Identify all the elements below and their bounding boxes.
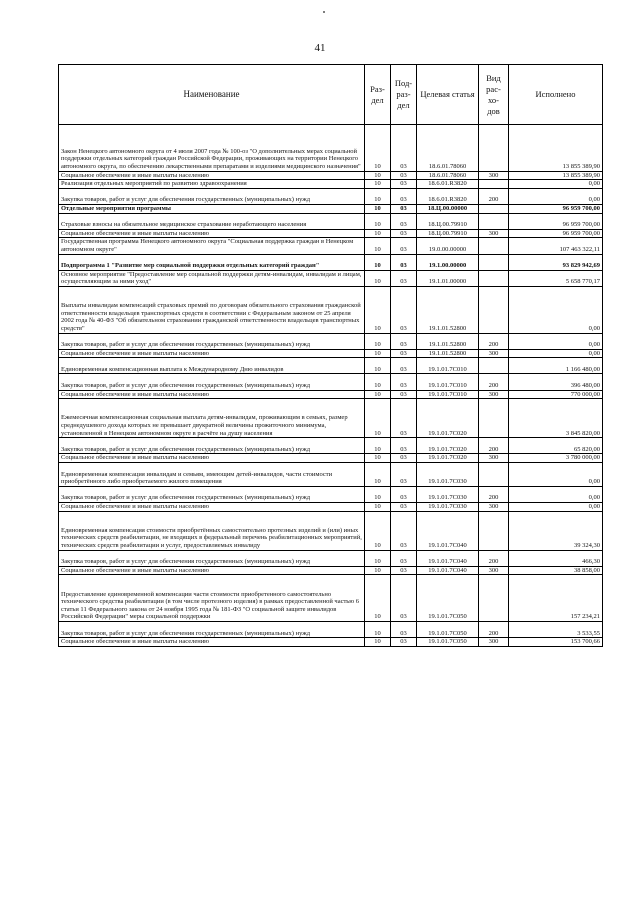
row-name: Социальное обеспечение и иные выплаты населению <box>59 638 365 647</box>
table-body <box>59 125 603 647</box>
row-podrazdel: 03 <box>391 171 417 180</box>
row-name: Реализация отдельных мероприятий по развитию здравоохранения <box>59 180 365 189</box>
row-razdel: 10 <box>365 238 391 254</box>
row-target: 18.Ц.00.00000 <box>417 204 479 213</box>
row-amount: 13 855 389,90 <box>509 125 603 172</box>
header-done: Исполнено <box>509 65 603 125</box>
row-amount: 5 658 770,17 <box>509 270 603 286</box>
row-amount: 39 324,30 <box>509 511 603 550</box>
row-vid: 200 <box>479 438 509 454</box>
row-razdel: 10 <box>365 204 391 213</box>
row-podrazdel: 03 <box>391 254 417 270</box>
table-row <box>59 638 603 647</box>
row-podrazdel: 03 <box>391 374 417 390</box>
row-vid <box>479 180 509 189</box>
table-row <box>59 188 603 204</box>
row-razdel: 10 <box>365 550 391 566</box>
row-target: 19.1.01.7С020 <box>417 438 479 454</box>
row-podrazdel: 03 <box>391 286 417 333</box>
table-row <box>59 390 603 399</box>
row-target: 19.1.01.52800 <box>417 333 479 349</box>
row-amount: 3 780 000,00 <box>509 454 603 463</box>
row-vid <box>479 204 509 213</box>
table-row <box>59 374 603 390</box>
row-podrazdel: 03 <box>391 575 417 622</box>
row-podrazdel: 03 <box>391 399 417 438</box>
table-row <box>59 286 603 333</box>
row-name: Подпрограмма 1 "Развитие мер социальной поддержки отдельных категорий граждан" <box>59 254 365 270</box>
row-podrazdel: 03 <box>391 550 417 566</box>
row-target: 18.6.01.R3820 <box>417 180 479 189</box>
row-razdel: 10 <box>365 270 391 286</box>
row-name: Социальное обеспечение и иные выплаты населению <box>59 503 365 512</box>
row-razdel: 10 <box>365 180 391 189</box>
row-razdel: 10 <box>365 171 391 180</box>
row-amount: 0,00 <box>509 463 603 487</box>
row-amount: 0,00 <box>509 180 603 189</box>
row-amount: 3 845 820,00 <box>509 399 603 438</box>
row-vid: 200 <box>479 486 509 502</box>
row-target: 19.1.01.7С010 <box>417 358 479 374</box>
row-amount: 93 829 942,69 <box>509 254 603 270</box>
row-target: 19.1.01.7С030 <box>417 486 479 502</box>
row-vid <box>479 463 509 487</box>
row-podrazdel: 03 <box>391 503 417 512</box>
row-name: Социальное обеспечение и иные выплаты населению <box>59 454 365 463</box>
row-target: 19.1.01.52800 <box>417 286 479 333</box>
row-vid <box>479 213 509 229</box>
row-name: Закон Ненецкого автономного округа от 4 июля 2007 года № 100-оз "О дополнительных мерах социальной поддержки отдельных категорий граждан Российской Федерации, проживающих на территории Ненецкого автономного округа, по обеспечению лекарственными препаратами и изделиями медицинского назначения" <box>59 125 365 172</box>
row-amount: 96 959 700,00 <box>509 213 603 229</box>
row-name: Предоставление единовременной компенсации части стоимости приобретенного самостоятельно технического средства реабилитации (в том числе протезного изделия) в рамках предоставленной частью 6 статьи 11 Федерального закона от 24 ноября 1995 года № 181-ФЗ "О социальной защите инвалидов Российской Федерации" меры социальной поддержки <box>59 575 365 622</box>
row-podrazdel: 03 <box>391 125 417 172</box>
header-podrazdel: Под- раз- дел <box>391 65 417 125</box>
row-vid: 300 <box>479 229 509 238</box>
table-row <box>59 621 603 637</box>
row-amount: 0,00 <box>509 503 603 512</box>
row-target: 19.1.01.7С050 <box>417 638 479 647</box>
row-amount: 770 000,00 <box>509 390 603 399</box>
row-target: 19.1.01.7С040 <box>417 566 479 575</box>
table-row <box>59 550 603 566</box>
row-razdel: 10 <box>365 125 391 172</box>
row-razdel: 10 <box>365 213 391 229</box>
row-name: Закупка товаров, работ и услуг для обеспечения государственных (муниципальных) нужд <box>59 333 365 349</box>
row-razdel: 10 <box>365 463 391 487</box>
row-target: 19.1.01.7С010 <box>417 390 479 399</box>
row-vid <box>479 399 509 438</box>
row-target: 19.1.01.7С050 <box>417 621 479 637</box>
row-razdel: 10 <box>365 286 391 333</box>
row-name: Социальное обеспечение и иные выплаты населению <box>59 171 365 180</box>
row-name: Единовременная компенсация стоимости приобретённых самостоятельно протезных изделий и (или) иных технических средств реабилитации, не входящих в федеральный перечень реабилитационных мероприятий, технических средств реабилитации и услуг, предоставляемых инвалиду <box>59 511 365 550</box>
row-amount: 96 959 700,00 <box>509 229 603 238</box>
row-amount: 396 480,00 <box>509 374 603 390</box>
scan-speck <box>323 11 325 13</box>
row-podrazdel: 03 <box>391 204 417 213</box>
row-amount: 0,00 <box>509 486 603 502</box>
row-razdel: 10 <box>365 254 391 270</box>
row-podrazdel: 03 <box>391 180 417 189</box>
row-name: Социальное обеспечение и иные выплаты населению <box>59 566 365 575</box>
row-name: Государственная программа Ненецкого автономного округа "Социальная поддержка граждан в Ненецком автономном округе" <box>59 238 365 254</box>
row-amount: 0,00 <box>509 188 603 204</box>
page-number: 41 <box>314 42 326 54</box>
row-podrazdel: 03 <box>391 358 417 374</box>
row-vid: 200 <box>479 188 509 204</box>
table-row <box>59 486 603 502</box>
row-amount: 157 234,21 <box>509 575 603 622</box>
row-vid: 300 <box>479 503 509 512</box>
row-vid: 300 <box>479 349 509 358</box>
row-target: 19.1.01.7С010 <box>417 374 479 390</box>
row-podrazdel: 03 <box>391 270 417 286</box>
row-name: Социальное обеспечение и иные выплаты населению <box>59 229 365 238</box>
row-name: Единовременная компенсационная выплата к Международному Дню инвалидов <box>59 358 365 374</box>
row-vid: 300 <box>479 566 509 575</box>
row-target: 19.1.01.7С020 <box>417 454 479 463</box>
row-name: Единовременная компенсация инвалидам и семьям, имеющим детей-инвалидов, части стоимости приобретённого либо приобретаемого жилого помещения <box>59 463 365 487</box>
row-vid: 300 <box>479 454 509 463</box>
row-razdel: 10 <box>365 358 391 374</box>
table-row <box>59 254 603 270</box>
row-razdel: 10 <box>365 486 391 502</box>
row-razdel: 10 <box>365 511 391 550</box>
row-target: 19.1.01.7С030 <box>417 503 479 512</box>
header-razdel: Раз- дел <box>365 65 391 125</box>
row-vid <box>479 270 509 286</box>
row-amount: 0,00 <box>509 286 603 333</box>
row-target: 19.1.01.7С040 <box>417 511 479 550</box>
table-row <box>59 333 603 349</box>
table-row <box>59 125 603 172</box>
row-amount: 466,30 <box>509 550 603 566</box>
row-razdel: 10 <box>365 566 391 575</box>
row-name: Социальное обеспечение и иные выплаты населению <box>59 349 365 358</box>
row-name: Страховые взносы на обязательное медицинское страхование неработающего населения <box>59 213 365 229</box>
header-target: Целевая статья <box>417 65 479 125</box>
row-vid <box>479 575 509 622</box>
table-row <box>59 270 603 286</box>
row-name: Закупка товаров, работ и услуг для обеспечения государственных (муниципальных) нужд <box>59 438 365 454</box>
row-podrazdel: 03 <box>391 390 417 399</box>
row-target: 18.6.01.78060 <box>417 171 479 180</box>
row-name: Основное мероприятие "Предоставление мер социальной поддержки детям-инвалидам, инвалидам и лицам, осуществляющим за ними уход" <box>59 270 365 286</box>
row-target: 18.Ц.00.79910 <box>417 213 479 229</box>
row-amount: 0,00 <box>509 333 603 349</box>
row-amount: 107 463 322,11 <box>509 238 603 254</box>
table-row <box>59 463 603 487</box>
row-podrazdel: 03 <box>391 486 417 502</box>
row-podrazdel: 03 <box>391 511 417 550</box>
row-amount: 96 959 700,00 <box>509 204 603 213</box>
row-amount: 65 820,00 <box>509 438 603 454</box>
row-razdel: 10 <box>365 333 391 349</box>
row-name: Выплаты инвалидам компенсаций страховых премий по договорам обязательного страхования гражданской ответственности владельцев транспортных средств в соответствии с Федеральным законом от 25 апреля 2002 года № 40-ФЗ "Об обязательном страховании гражданской ответственности владельцев транспортных средств" <box>59 286 365 333</box>
row-vid: 300 <box>479 638 509 647</box>
row-target: 18.6.01.78060 <box>417 125 479 172</box>
row-name: Закупка товаров, работ и услуг для обеспечения государственных (муниципальных) нужд <box>59 374 365 390</box>
row-razdel: 10 <box>365 188 391 204</box>
row-vid <box>479 254 509 270</box>
table-row <box>59 349 603 358</box>
row-vid <box>479 125 509 172</box>
row-razdel: 10 <box>365 575 391 622</box>
row-name: Закупка товаров, работ и услуг для обеспечения государственных (муниципальных) нужд <box>59 486 365 502</box>
table-row <box>59 213 603 229</box>
row-amount: 13 855 389,90 <box>509 171 603 180</box>
row-podrazdel: 03 <box>391 463 417 487</box>
row-podrazdel: 03 <box>391 213 417 229</box>
table-row <box>59 180 603 189</box>
row-target: 19.1.01.7С040 <box>417 550 479 566</box>
row-target: 19.1.01.7С050 <box>417 575 479 622</box>
row-podrazdel: 03 <box>391 229 417 238</box>
row-target: 18.6.01.R3820 <box>417 188 479 204</box>
table-row <box>59 575 603 622</box>
row-vid: 200 <box>479 621 509 637</box>
row-name: Ежемесячная компенсационная социальная выплата детям-инвалидам, проживающим в семьях, размер среднедушевого дохода которых не превышает двукратной величины прожиточного минимума, установленной в Ненецком автономном округе в расчёте на душу населения <box>59 399 365 438</box>
row-vid: 300 <box>479 171 509 180</box>
row-razdel: 10 <box>365 438 391 454</box>
budget-table <box>58 64 603 647</box>
row-target: 19.0.00.00000 <box>417 238 479 254</box>
table-row <box>59 399 603 438</box>
row-podrazdel: 03 <box>391 438 417 454</box>
table-row <box>59 454 603 463</box>
row-razdel: 10 <box>365 621 391 637</box>
row-razdel: 10 <box>365 503 391 512</box>
table-row <box>59 238 603 254</box>
row-podrazdel: 03 <box>391 638 417 647</box>
table-row <box>59 229 603 238</box>
table-row <box>59 171 603 180</box>
row-amount: 3 533,55 <box>509 621 603 637</box>
table-header <box>59 65 603 125</box>
row-vid <box>479 238 509 254</box>
row-name: Отдельные мероприятия программы <box>59 204 365 213</box>
row-podrazdel: 03 <box>391 566 417 575</box>
row-name: Закупка товаров, работ и услуг для обеспечения государственных (муниципальных) нужд <box>59 621 365 637</box>
table-row <box>59 438 603 454</box>
header-name: Наименование <box>59 65 365 125</box>
row-vid <box>479 286 509 333</box>
row-name: Социальное обеспечение и иные выплаты населению <box>59 390 365 399</box>
row-razdel: 10 <box>365 399 391 438</box>
row-razdel: 10 <box>365 638 391 647</box>
row-vid <box>479 358 509 374</box>
row-podrazdel: 03 <box>391 238 417 254</box>
row-target: 19.1.01.7С030 <box>417 463 479 487</box>
row-target: 19.1.01.00000 <box>417 270 479 286</box>
row-amount: 153 700,66 <box>509 638 603 647</box>
row-razdel: 10 <box>365 374 391 390</box>
row-target: 19.1.01.52800 <box>417 349 479 358</box>
row-podrazdel: 03 <box>391 188 417 204</box>
table-row <box>59 503 603 512</box>
row-razdel: 10 <box>365 454 391 463</box>
table-row <box>59 358 603 374</box>
header-vid: Вид рас- хо- дов <box>479 65 509 125</box>
row-amount: 1 166 480,00 <box>509 358 603 374</box>
row-target: 18.Ц.00.79910 <box>417 229 479 238</box>
row-podrazdel: 03 <box>391 454 417 463</box>
row-vid: 200 <box>479 550 509 566</box>
row-podrazdel: 03 <box>391 333 417 349</box>
row-amount: 0,00 <box>509 349 603 358</box>
row-name: Закупка товаров, работ и услуг для обеспечения государственных (муниципальных) нужд <box>59 550 365 566</box>
row-podrazdel: 03 <box>391 349 417 358</box>
row-podrazdel: 03 <box>391 621 417 637</box>
row-vid: 200 <box>479 333 509 349</box>
row-vid: 300 <box>479 390 509 399</box>
row-razdel: 10 <box>365 390 391 399</box>
row-razdel: 10 <box>365 229 391 238</box>
table-row <box>59 511 603 550</box>
table-row <box>59 566 603 575</box>
row-target: 19.1.00.00000 <box>417 254 479 270</box>
row-razdel: 10 <box>365 349 391 358</box>
row-vid <box>479 511 509 550</box>
row-target: 19.1.01.7С020 <box>417 399 479 438</box>
table-row <box>59 204 603 213</box>
row-name: Закупка товаров, работ и услуг для обеспечения государственных (муниципальных) нужд <box>59 188 365 204</box>
row-vid: 200 <box>479 374 509 390</box>
row-amount: 38 858,00 <box>509 566 603 575</box>
